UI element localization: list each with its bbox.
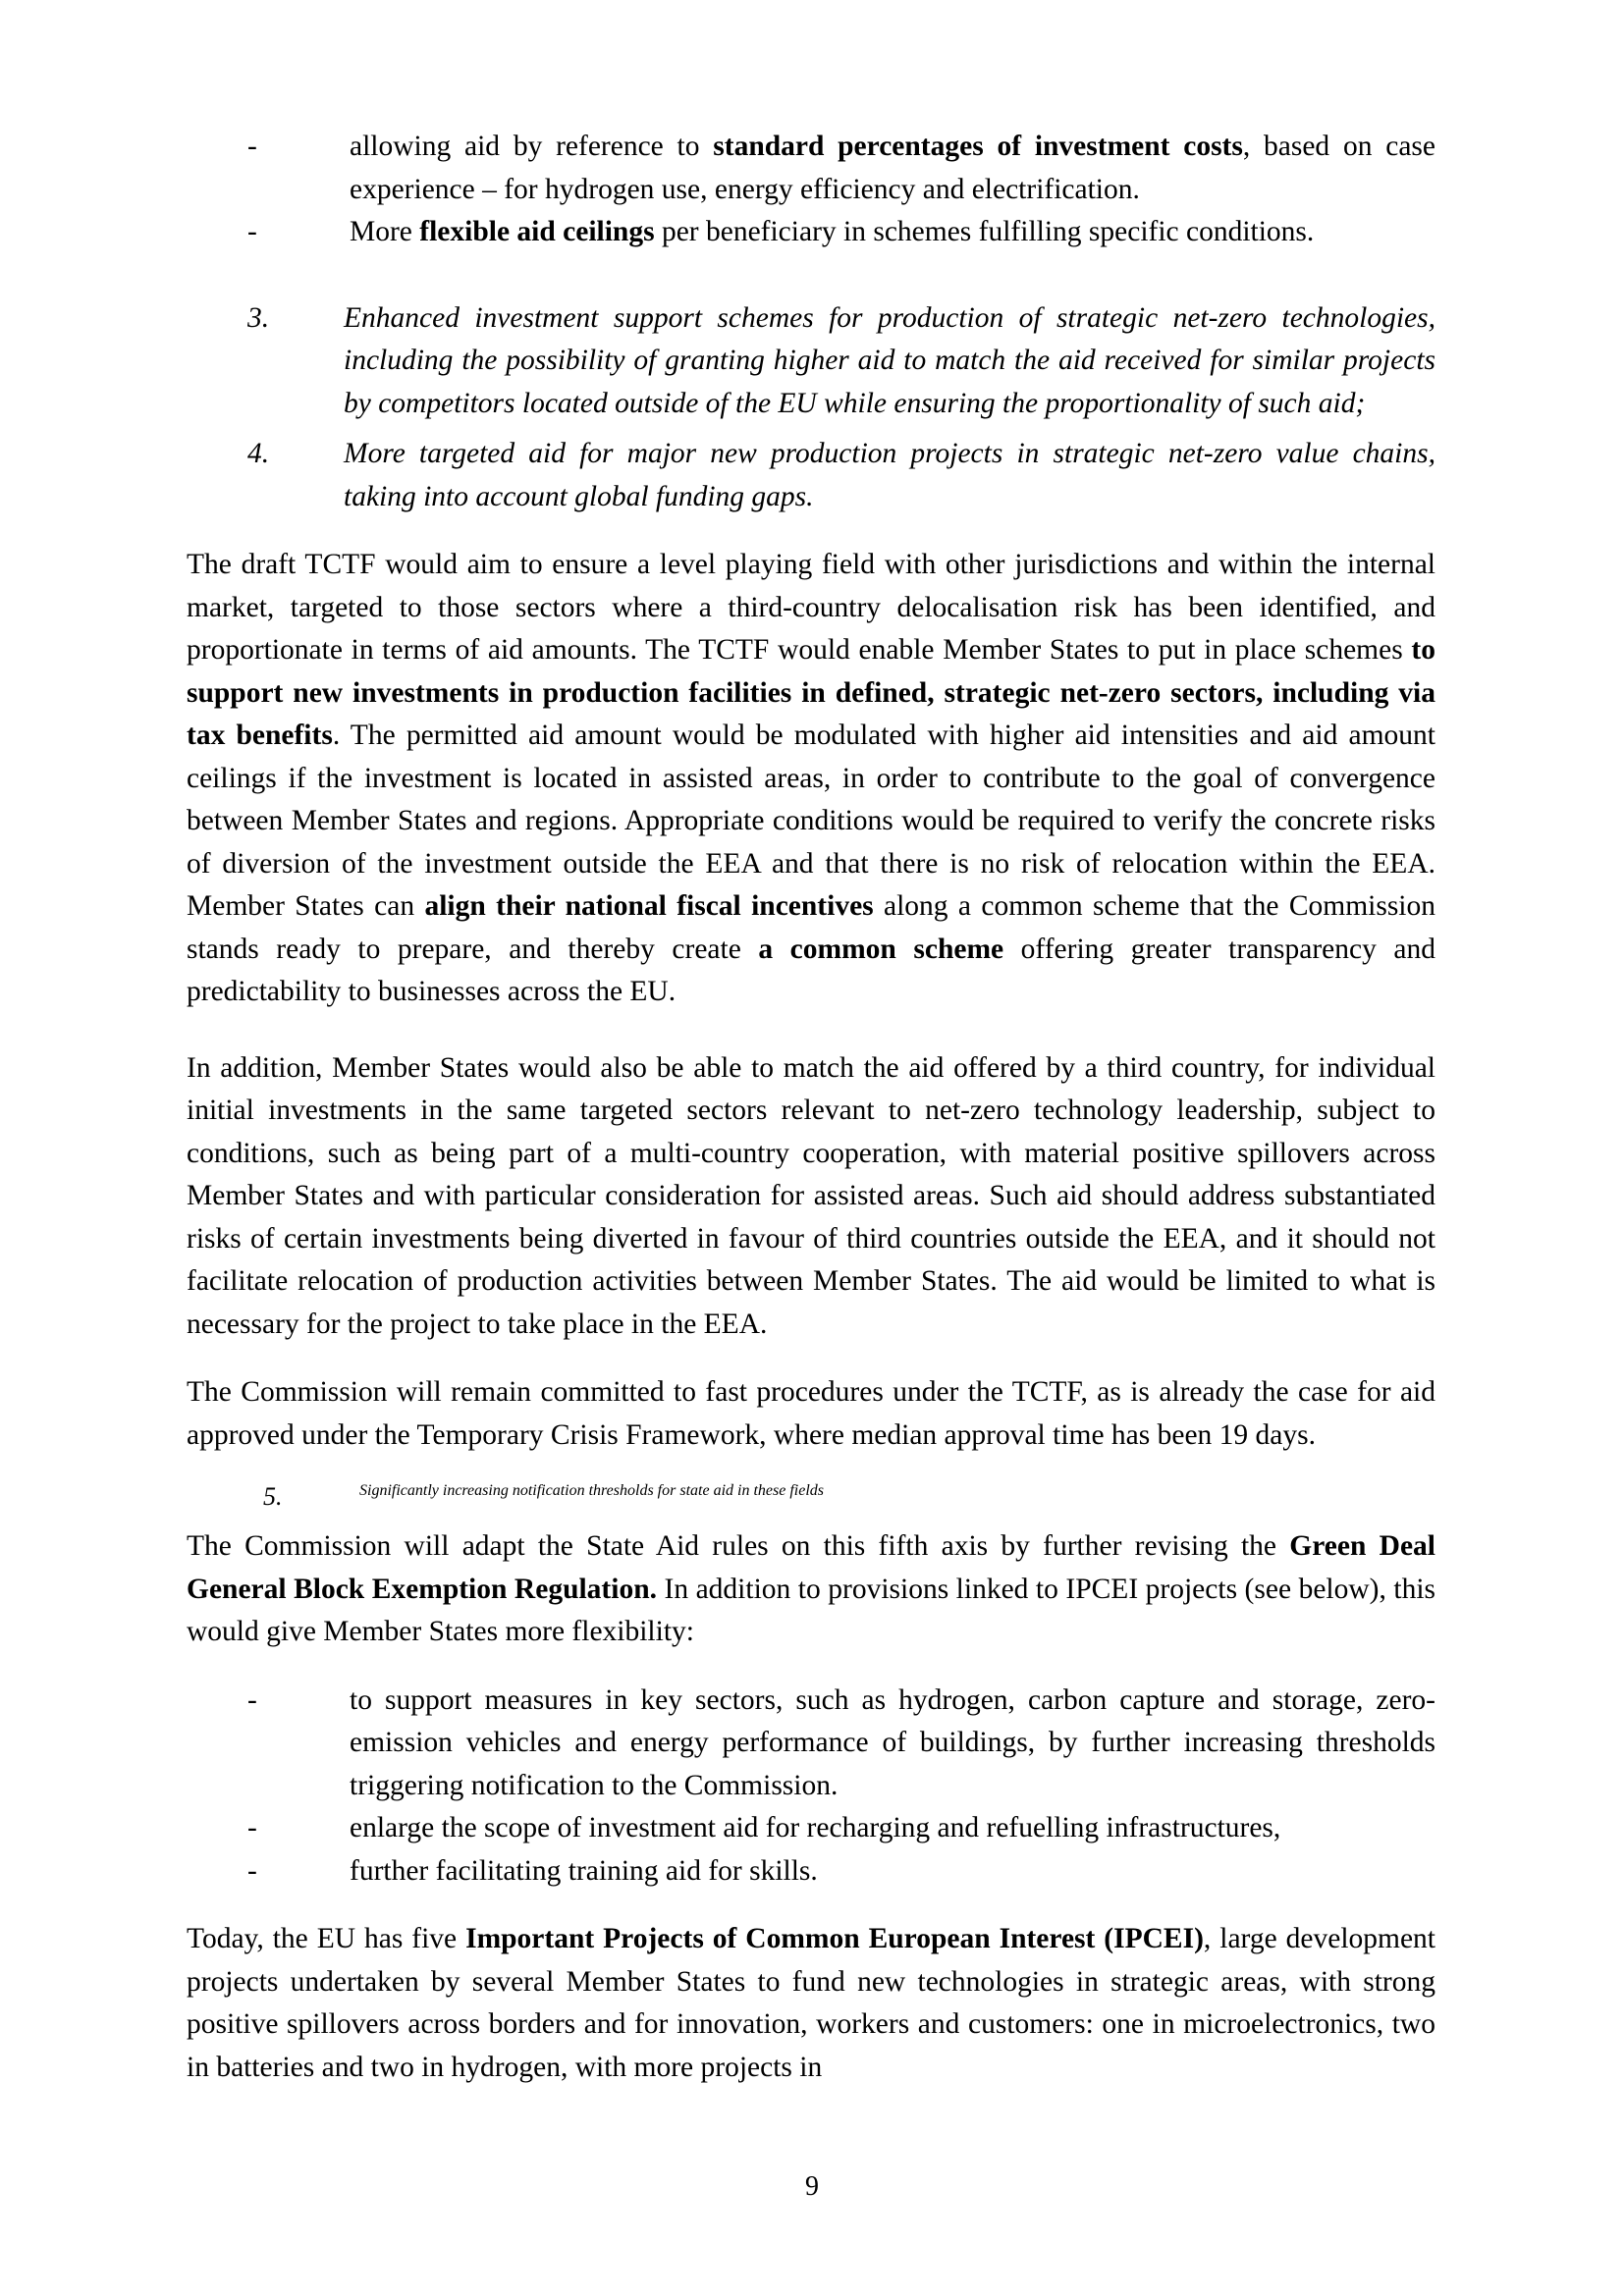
list-item	[247, 211, 1435, 254]
spacer	[187, 518, 1435, 544]
bullet-list-top	[187, 126, 1435, 254]
page-number: 9	[805, 2171, 819, 2202]
item-number: 3.	[247, 301, 270, 334]
dash-bullet-icon: -	[247, 1854, 257, 1887]
paragraph-tctf: The draft TCTF would aim to ensure a level playing field with other jurisdictions and within the internal market, targeted to those sectors where a third-country delocalisation risk has been identified, and proportionate in terms of aid amounts. The TCTF would enable Member States to put in place schemes to support new investments in production facilities in defined, strategic net-zero sectors, including via tax benefits. The permitted aid amount would be modulated with higher aid intensities and aid amount ceilings if the investment is located in assisted areas, in order to contribute to the goal of convergence between Member States and regions. Appropriate conditions would be required to verify the concrete risks of diversion of the investment outside the EEA and that there is no risk of relocation within the EEA. Member States can align their national fiscal incentives along a common scheme that the Commission stands ready to prepare, and thereby create a common scheme offering greater transparency and predictability to businesses across the EU.	[187, 549, 1435, 1007]
spacer	[187, 1014, 1435, 1047]
list-item-text: More flexible aid ceilings per beneficiary in schemes fulfilling specific conditions.	[350, 216, 1315, 247]
page-content	[187, 126, 1435, 2089]
numbered-item-text: More targeted aid for major new production projects in strategic net-zero value chains, taking into account global funding gaps.	[344, 438, 1435, 512]
list-item	[247, 1680, 1435, 1808]
paragraph-ipcei: Today, the EU has five Important Projects of Common European Interest (IPCEI), large development projects undertaken by several Member States to fund new technologies in strategic areas, with strong positive spillovers across borders and for innovation, workers and customers: one in microelectronics, two in batteries and two in hydrogen, with more projects in	[187, 1923, 1435, 2083]
dash-bullet-icon: -	[247, 1812, 257, 1843]
spacer	[187, 1654, 1435, 1680]
paragraph-fast-procedures: The Commission will remain committed to fast procedures under the TCTF, as is already the case for aid approved under the Temporary Crisis Framework, where median approval time has been 19 days.	[187, 1376, 1435, 1451]
spacer	[187, 1893, 1435, 1918]
spacer	[187, 1500, 1435, 1525]
numbered-item	[247, 433, 1435, 518]
bullet-list-flexibility	[187, 1680, 1435, 1894]
dash-bullet-icon: -	[247, 216, 257, 247]
list-item-text: allowing aid by reference to standard percentages of investment costs, based on case experience – for hydrogen use, energy efficiency and electrification.	[350, 131, 1435, 205]
numbered-item-text: Enhanced investment support schemes for production of strategic net-zero technologies, including the possibility of granting higher aid to match the aid received for similar projects by competitors located outside of the EU while ensuring the proportionality of such aid;	[344, 301, 1435, 419]
spacer	[187, 254, 1435, 297]
numbered-list-axes	[187, 297, 1435, 519]
spacer	[187, 1346, 1435, 1371]
list-item-text: enlarge the scope of investment aid for recharging and refuelling infrastructures,	[350, 1812, 1281, 1843]
item-number: 4.	[247, 438, 270, 469]
paragraph-in-addition: In addition, Member States would also be able to match the aid offered by a third country, for individual initial investments in the same targeted sectors relevant to net-zero technology leadership, subject to conditions, such as being part of a multi-country cooperation, with material positive spillovers across Member States and with particular consideration for assisted areas. Such aid should address substantiated risks of certain investments being diverted in favour of third countries outside the EEA, and it should not facilitate relocation of production activities between Member States. The aid would be limited to what is necessary for the project to take place in the EEA.	[187, 1051, 1435, 1340]
item-number: 5.	[263, 1482, 283, 1511]
list-item	[247, 126, 1435, 211]
spacer	[187, 1457, 1435, 1482]
list-item-text: further facilitating training aid for skills.	[350, 1854, 818, 1887]
dash-bullet-icon: -	[247, 131, 257, 162]
numbered-item	[247, 297, 1435, 426]
numbered-item-five	[263, 1482, 1435, 1511]
paragraph-fifth-axis: The Commission will adapt the State Aid rules on this fifth axis by further revising the Green Deal General Block Exemption Regulation. In addition to provisions linked to IPCEI projects (see below), this would give Member States more flexibility:	[187, 1530, 1435, 1647]
list-item	[247, 1850, 1435, 1894]
list-item-text: to support measures in key sectors, such as hydrogen, carbon capture and storage, zero-emission vehicles and energy performance of buildings, by further increasing thresholds triggering notification to the Commission.	[350, 1683, 1435, 1801]
list-item	[247, 1807, 1435, 1850]
dash-bullet-icon: -	[247, 1683, 257, 1716]
numbered-item-text: Significantly increasing notification thresholds for state aid in these fields	[359, 1482, 824, 1499]
